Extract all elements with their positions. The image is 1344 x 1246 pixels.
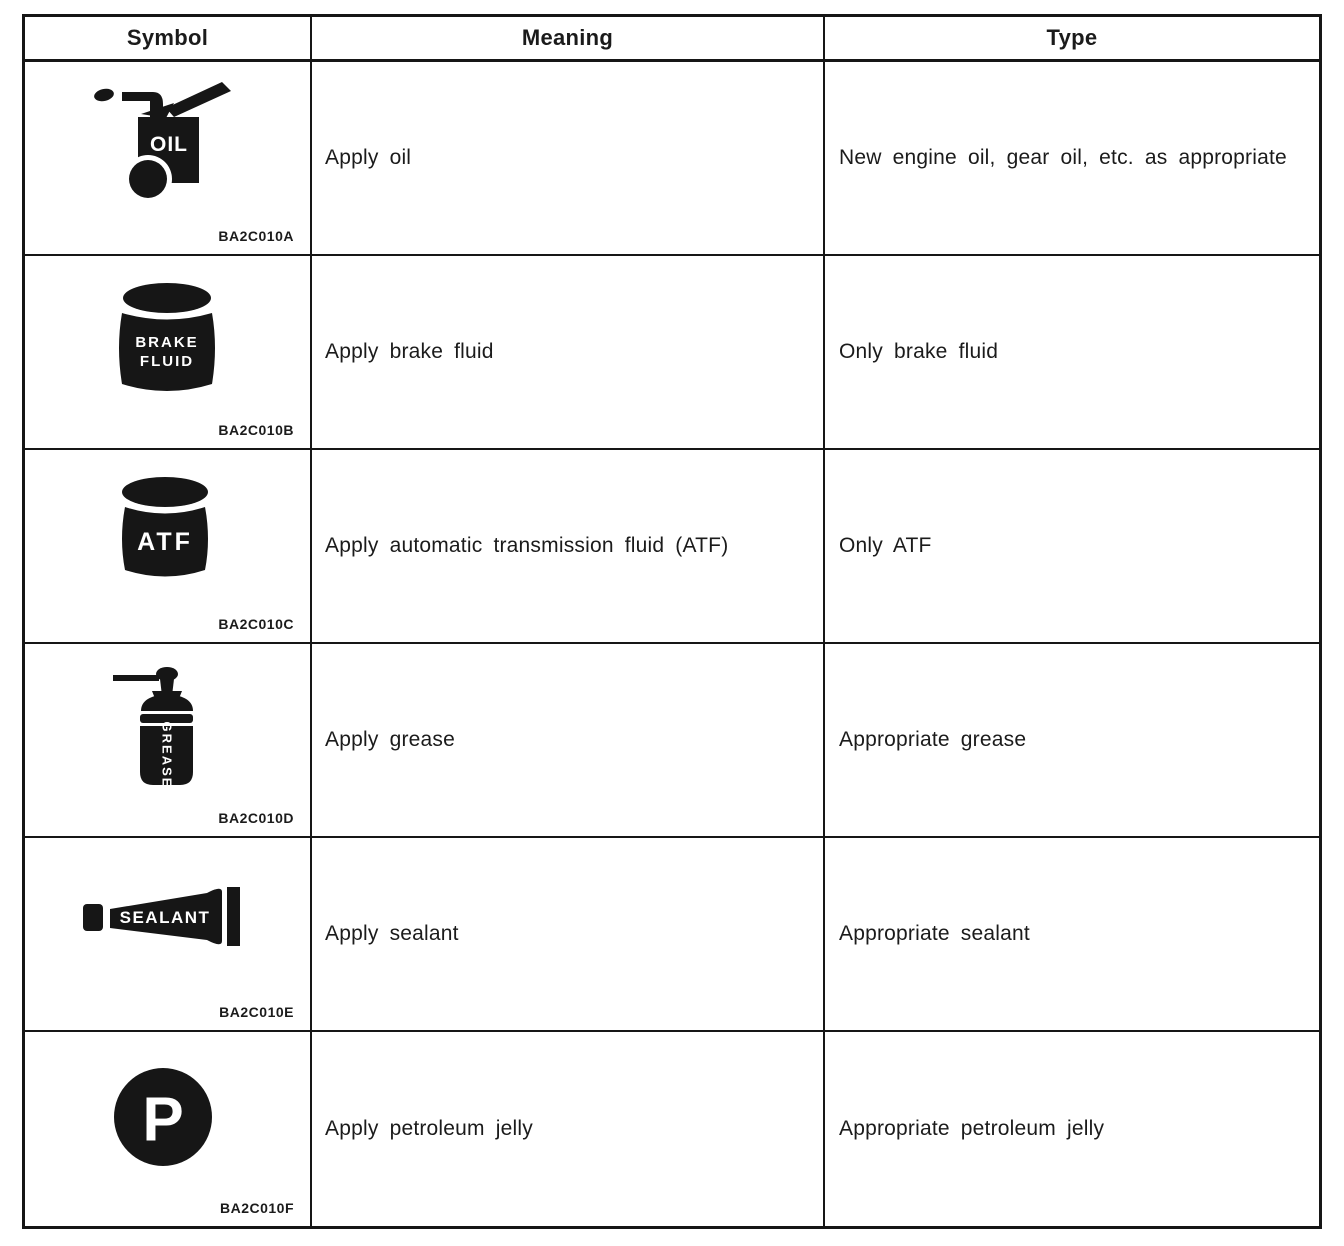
meaning-cell: Apply oil [312, 62, 825, 256]
oil-drop [93, 87, 115, 103]
tube-crimp [227, 887, 240, 946]
type-cell: Appropriate petroleum jelly [839, 1117, 1105, 1140]
brake-fluid-can-icon [25, 256, 308, 446]
symbol-cell-brake-fluid [25, 256, 312, 450]
petroleum-label: P [142, 1085, 184, 1155]
petroleum-jelly-icon [25, 1032, 308, 1222]
oil-dispenser-icon [25, 62, 308, 252]
grease-spray-can-icon [25, 644, 308, 834]
figure-code: BA2C010C [218, 616, 294, 632]
figure-code: BA2C010D [218, 810, 294, 826]
can-body [119, 313, 215, 391]
type-cell: New engine oil, gear oil, etc. as appropriate [825, 62, 1319, 256]
symbol-cell-atf [25, 450, 312, 644]
meaning-cell: Apply sealant [312, 838, 825, 1032]
meaning-cell: Apply grease [312, 644, 825, 838]
column-header-meaning: Meaning [312, 17, 825, 62]
column-header-type: Type [825, 17, 1319, 62]
type-cell: Only ATF [825, 450, 1319, 644]
type-cell: Only brake fluid [825, 256, 1319, 450]
symbol-cell-grease [25, 644, 312, 838]
grease-label: GREASE [159, 721, 175, 789]
symbol-cell-sealant [25, 838, 312, 1032]
figure-code: BA2C010F [219, 1200, 294, 1216]
meaning-cell: Apply automatic transmission fluid (ATF) [312, 450, 825, 644]
can-shoulder [141, 694, 193, 711]
brake-label-line2: FLUID [139, 353, 195, 370]
brake-label-line1: BRAKE [135, 334, 199, 351]
can-top [122, 477, 208, 507]
sealant-tube-icon [25, 838, 308, 1028]
oil-label: OIL [150, 133, 188, 156]
figure-code: BA2C010B [218, 422, 294, 438]
figure-code: BA2C010A [218, 228, 294, 244]
column-header-symbol: Symbol [25, 17, 312, 62]
symbol-cell-petroleum-jelly [25, 1032, 312, 1226]
lubricant-symbol-table [22, 14, 1322, 1229]
atf-can-icon [25, 450, 308, 640]
pump-handle [166, 82, 231, 117]
wheel [129, 160, 167, 198]
nozzle-cap [156, 667, 178, 681]
type-cell: Appropriate sealant [825, 838, 1319, 1032]
spray-jet [113, 675, 159, 681]
tube-cap [83, 904, 103, 931]
figure-code: BA2C010E [219, 1004, 294, 1020]
atf-label: ATF [137, 528, 193, 556]
can-top [123, 283, 211, 313]
sealant-label: SEALANT [119, 908, 211, 927]
meaning-cell: Apply petroleum jelly [312, 1032, 825, 1226]
type-cell: Appropriate grease [825, 644, 1319, 838]
meaning-cell: Apply brake fluid [312, 256, 825, 450]
symbol-cell-oil [25, 62, 312, 256]
